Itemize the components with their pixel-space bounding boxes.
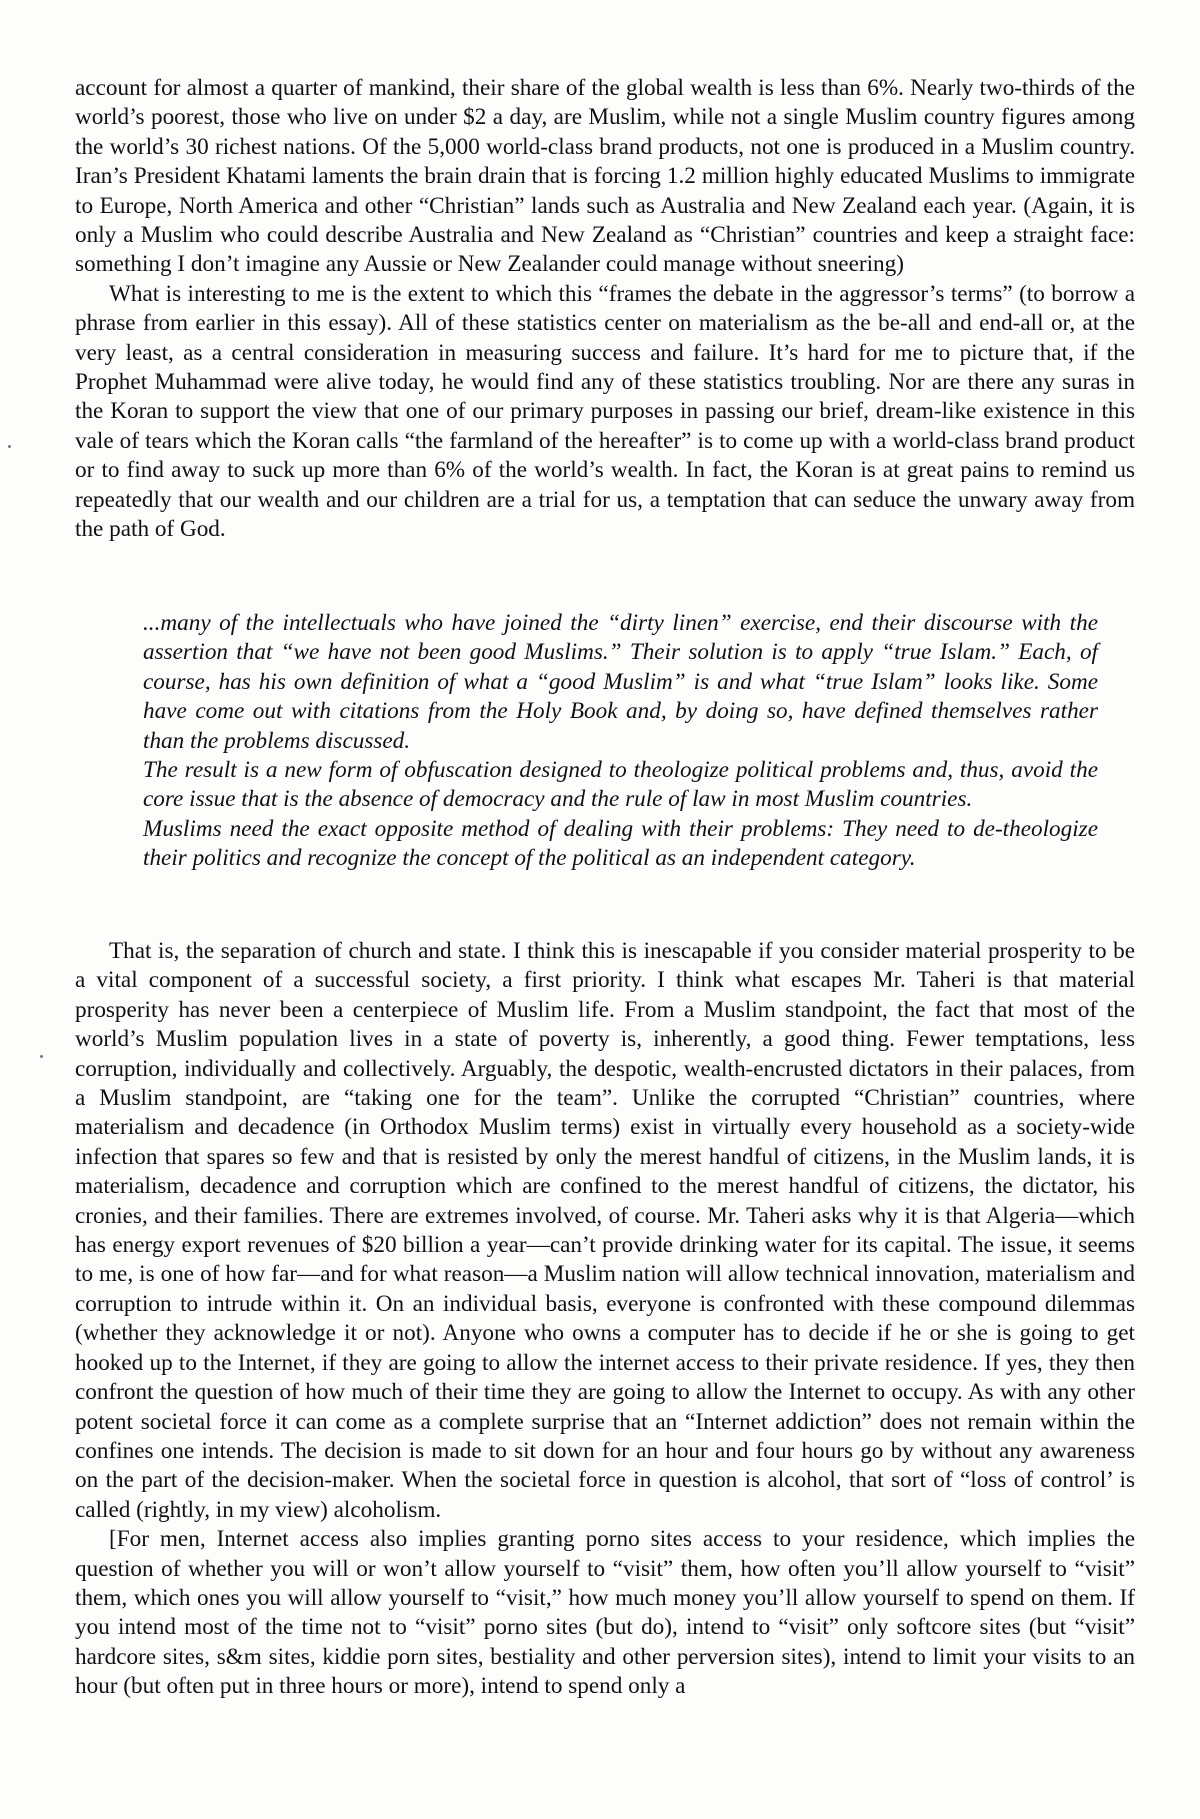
quote-paragraph-obfuscation: The result is a new form of obfuscation designed to theologize political problems and, thus, avoid the core issue that is the absence of democracy and the rule of law in most Muslim countries. <box>143 757 1098 813</box>
quote-paragraph-intellectuals: ...many of the intellectuals who have joined the “dirty linen” exercise, end their discourse with the assertion that “we have not been good Muslims.” Their solution is to apply “true Islam.” Each, of course, has his own definition of what a “good Muslim” is and what “true Islam” looks like. Some have come out with citations from the Holy Book and, by doing so, have defined themselves rather than the problems discussed. <box>143 610 1098 754</box>
quote-paragraph-detheologize: Muslims need the exact opposite method of dealing with their problems: They need to de-theologize their politics and recognize the concept of the political as an independent category. <box>143 815 1098 872</box>
block-quote <box>143 609 1098 874</box>
body-text-bottom <box>75 937 1135 1702</box>
paragraph-materialism: What is interesting to me is the extent to which this “frames the debate in the aggressor’s terms” (to borrow a phrase from earlier in this essay). All of these statistics center on materialism as the be-all and end-all or, at the very least, as a central consideration in measuring success and failure. It’s hard for me to picture that, if the Prophet Muhammad were alive today, he would find any of these statistics troubling. Nor are there any suras in the Koran to support the view that one of our primary purposes in passing our brief, dream-like existence in this vale of tears which the Koran calls “the farmland of the hereafter” is to come up with a world-class brand product or to find away to suck up more than 6% of the world’s wealth. In fact, the Koran is at great pains to remind us repeatedly that our wealth and our children are a trial for us, a temptation that can seduce the unwary away from the path of God. <box>75 280 1135 543</box>
body-text-top <box>75 74 1135 545</box>
paragraph-separation: That is, the separation of church and state. I think this is inescapable if you consider material prosperity to be a vital component of a successful society, a first priority. I think what escapes Mr. Taheri is that material prosperity has never been a centerpiece of Muslim life. From a Muslim standpoint, the fact that most of the world’s Muslim population lives in a state of poverty is, inherently, a good thing. Fewer temptations, less corruption, individually and collectively. Arguably, the despotic, wealth-encrusted dictators in their palaces, from a Muslim standpoint, are “taking one for the team”. Unlike the corrupted “Christian” countries, where materialism and decadence (in Orthodox Muslim terms) exist in virtually every household as a society-wide infection that spares so few and that is resisted by only the merest handful of citizens, in the Muslim lands, it is materialism, decadence and corruption which are confined to the merest handful of citizens, the dictator, his cronies, and their families. There are extremes involved, of course. Mr. Taheri asks why it is that Algeria—which has energy export revenues of $20 billion a year—can’t provide drinking water for its capital. The issue, it seems to me, is one of how far—and for what reason—a Muslim nation will allow technical innovation, materialism and corruption to intrude within it. On an individual basis, everyone is confronted with these compound dilemmas (whether they acknowledge it or not). Anyone who owns a computer has to decide if he or she is going to get hooked up to the Internet, if they are going to allow the internet access to their private residence. If yes, they then confront the question of how much of their time they are going to allow the Internet to occupy. As with any other potent societal force it can come as a complete surprise that an “Internet addiction” does not remain within the confines one intends. The decision is made to sit down for an hour and four hours go by without any awareness on the part of the decision-maker. When the societal force in question is alcohol, that sort of “loss of control’ is called (rightly, in my view) alcoholism. <box>75 938 1135 1523</box>
scan-speck <box>40 1055 43 1058</box>
paragraph-statistics: account for almost a quarter of mankind, their share of the global wealth is less than 6%. Nearly two-thirds of the world’s poorest, those who live on under $2 a day, are Muslim, while not a single Muslim country figures among the world’s 30 richest nations. Of the 5,000 world-class brand products, not one is produced in a Muslim country. Iran’s President Khatami laments the brain drain that is forcing 1.2 million highly educated Muslims to immigrate to Europe, North America and other “Christian” lands such as Australia and New Zealand each year. (Again, it is only a Muslim who could describe Australia and New Zealand as “Christian” countries and keep a straight face: something I don’t imagine any Aussie or New Zealander could manage without sneering) <box>75 75 1135 278</box>
scan-speck <box>8 445 11 448</box>
paragraph-internet-access: [For men, Internet access also implies granting porno sites access to your residence, which implies the question of whether you will or won’t allow yourself to “visit” them, how often you’ll allow yourself to “visit” them, which ones you will allow yourself to “visit,” how much money you’ll allow yourself to spend on them. If you intend most of the time not to “visit” porno sites (but do), intend to “visit” only softcore sites (but “visit” hardcore sites, s&m sites, kiddie porn sites, bestiality and other perversion sites), intend to limit your visits to an hour (but often put in three hours or more), intend to spend only a <box>75 1526 1135 1700</box>
